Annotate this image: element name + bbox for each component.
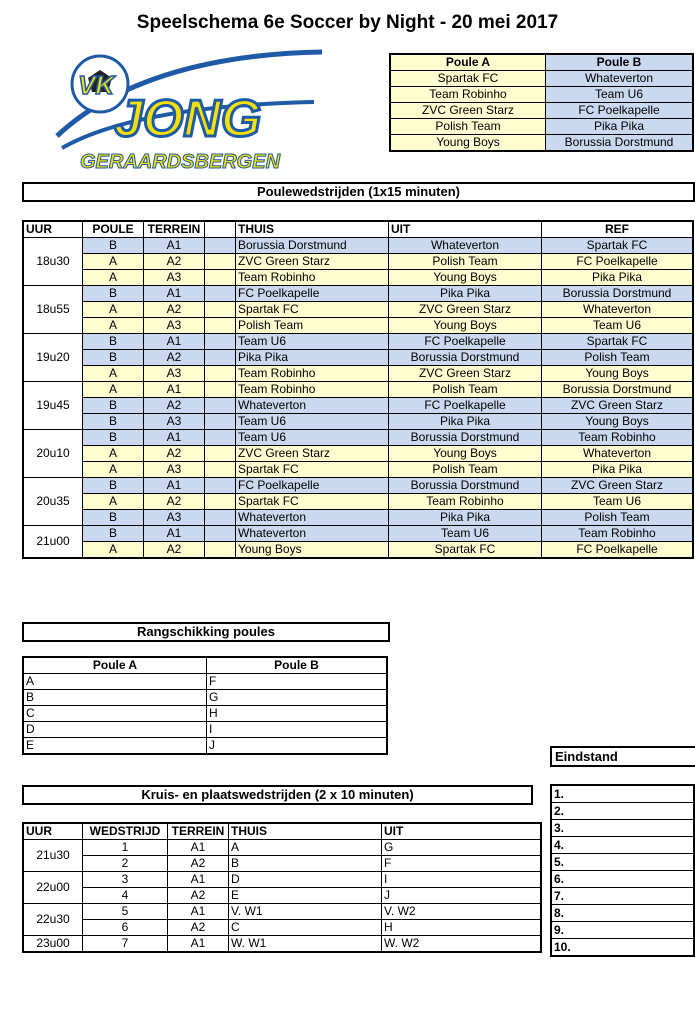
game-spacer (205, 382, 236, 398)
poule-b-team: FC Poelkapelle (546, 103, 694, 119)
eindstand-place: 10. (551, 939, 694, 957)
poule-b-team: Team U6 (546, 87, 694, 103)
game-spacer (205, 350, 236, 366)
time-slot: 18u30 (23, 238, 83, 286)
game-thuis: Whateverton (236, 398, 389, 414)
table-row (23, 254, 693, 270)
table-row (390, 135, 693, 152)
kruis-uit: J (382, 888, 542, 904)
col-uit: UIT (389, 221, 542, 238)
game-terrein: A3 (144, 366, 205, 382)
time-slot: 22u00 (23, 872, 83, 904)
game-uit: Borussia Dorstmund (389, 478, 542, 494)
game-ref: Team U6 (542, 318, 694, 334)
table-row (23, 856, 541, 872)
game-poule: B (83, 238, 144, 254)
game-spacer (205, 398, 236, 414)
game-ref: Team Robinho (542, 430, 694, 446)
game-thuis: Team Robinho (236, 382, 389, 398)
poule-a-team: Team Robinho (390, 87, 546, 103)
table-row (23, 430, 693, 446)
game-ref: Whateverton (542, 302, 694, 318)
table-row (23, 318, 693, 334)
game-uit: Polish Team (389, 382, 542, 398)
table-row (23, 462, 693, 478)
game-poule: A (83, 542, 144, 559)
table-row (551, 905, 694, 922)
time-slot: 22u30 (23, 904, 83, 936)
table-row (23, 888, 541, 904)
eindstand-table (550, 784, 695, 957)
game-terrein: A3 (144, 270, 205, 286)
game-uit: Team Robinho (389, 494, 542, 510)
col-terrein: TERREIN (144, 221, 205, 238)
game-poule: B (83, 478, 144, 494)
game-uit: Pika Pika (389, 286, 542, 302)
game-poule: B (83, 430, 144, 446)
kruis-thuis: B (229, 856, 382, 872)
game-spacer (205, 238, 236, 254)
table-row (23, 674, 387, 690)
table-row (551, 888, 694, 905)
kruis-wedstrijd: 2 (83, 856, 168, 872)
table-row (390, 71, 693, 87)
eindstand-place: 3. (551, 820, 694, 837)
kruis-col-terrein: TERREIN (168, 823, 229, 840)
table-row (23, 366, 693, 382)
game-thuis: Spartak FC (236, 462, 389, 478)
poule-a-header: Poule A (390, 54, 546, 71)
game-thuis: Borussia Dorstmund (236, 238, 389, 254)
kruis-col-wedstrijd: WEDSTRIJD (83, 823, 168, 840)
game-ref: Young Boys (542, 366, 694, 382)
time-slot: 19u45 (23, 382, 83, 430)
poule-b-team: Whateverton (546, 71, 694, 87)
rang-poule-a-place: C (23, 706, 207, 722)
game-thuis: Polish Team (236, 318, 389, 334)
game-spacer (205, 478, 236, 494)
poule-a-team: ZVC Green Starz (390, 103, 546, 119)
poule-schedule-table (22, 220, 694, 559)
page-title: Speelschema 6e Soccer by Night - 20 mei 2017 (136, 12, 559, 33)
kruis-uit: I (382, 872, 542, 888)
kruis-uit: V. W2 (382, 904, 542, 920)
eindstand-place: 7. (551, 888, 694, 905)
poule-a-team: Spartak FC (390, 71, 546, 87)
rangschikking-title: Rangschikking poules (22, 622, 390, 642)
game-terrein: A2 (144, 350, 205, 366)
kruis-thuis: D (229, 872, 382, 888)
kruis-wedstrijd: 6 (83, 920, 168, 936)
table-row (23, 542, 693, 559)
game-terrein: A1 (144, 382, 205, 398)
kruis-thuis: V. W1 (229, 904, 382, 920)
rangschikking-table (22, 656, 388, 755)
table-row (23, 398, 693, 414)
game-uit: Young Boys (389, 318, 542, 334)
kruis-thuis: C (229, 920, 382, 936)
table-row (551, 803, 694, 820)
table-row (23, 706, 387, 722)
game-ref: Whateverton (542, 446, 694, 462)
game-ref: FC Poelkapelle (542, 542, 694, 559)
poules-table (389, 53, 694, 152)
game-uit: Borussia Dorstmund (389, 350, 542, 366)
game-uit: Borussia Dorstmund (389, 430, 542, 446)
game-spacer (205, 446, 236, 462)
game-thuis: Team U6 (236, 334, 389, 350)
rang-poule-a-place: D (23, 722, 207, 738)
kruis-terrein: A1 (168, 840, 229, 856)
game-terrein: A2 (144, 254, 205, 270)
table-row (23, 334, 693, 350)
game-thuis: Spartak FC (236, 302, 389, 318)
table-row (23, 494, 693, 510)
eindstand-place: 6. (551, 871, 694, 888)
game-poule: B (83, 414, 144, 430)
game-ref: Pika Pika (542, 270, 694, 286)
table-row (390, 103, 693, 119)
game-thuis: Team U6 (236, 430, 389, 446)
game-thuis: Team Robinho (236, 270, 389, 286)
table-row (390, 119, 693, 135)
kruis-wedstrijd: 7 (83, 936, 168, 953)
table-row (23, 526, 693, 542)
game-uit: Young Boys (389, 270, 542, 286)
table-row (23, 738, 387, 755)
game-terrein: A2 (144, 494, 205, 510)
col-poule: POULE (83, 221, 144, 238)
kruis-thuis: E (229, 888, 382, 904)
game-ref: Team U6 (542, 494, 694, 510)
game-thuis: ZVC Green Starz (236, 446, 389, 462)
game-ref: FC Poelkapelle (542, 254, 694, 270)
game-spacer (205, 318, 236, 334)
time-slot: 21u30 (23, 840, 83, 872)
game-ref: Pika Pika (542, 462, 694, 478)
poule-b-team: Pika Pika (546, 119, 694, 135)
game-terrein: A1 (144, 526, 205, 542)
club-logo (52, 44, 332, 172)
kruis-wedstrijd: 4 (83, 888, 168, 904)
game-terrein: A1 (144, 238, 205, 254)
time-slot: 18u55 (23, 286, 83, 334)
kruis-uit: F (382, 856, 542, 872)
game-terrein: A2 (144, 542, 205, 559)
game-ref: Team Robinho (542, 526, 694, 542)
table-row (23, 936, 541, 953)
game-poule: A (83, 302, 144, 318)
game-terrein: A1 (144, 478, 205, 494)
game-thuis: Pika Pika (236, 350, 389, 366)
game-ref: Polish Team (542, 350, 694, 366)
game-poule: A (83, 318, 144, 334)
game-uit: Whateverton (389, 238, 542, 254)
game-poule: A (83, 254, 144, 270)
game-spacer (205, 510, 236, 526)
kruis-title: Kruis- en plaatswedstrijden (2 x 10 minuten) (22, 785, 533, 805)
game-spacer (205, 270, 236, 286)
table-row (23, 690, 387, 706)
game-poule: B (83, 398, 144, 414)
game-terrein: A3 (144, 318, 205, 334)
game-ref: Young Boys (542, 414, 694, 430)
game-thuis: Young Boys (236, 542, 389, 559)
game-spacer (205, 366, 236, 382)
rang-poule-a-header: Poule A (23, 657, 207, 674)
game-ref: Spartak FC (542, 238, 694, 254)
game-terrein: A2 (144, 302, 205, 318)
table-row (23, 840, 541, 856)
game-ref: Polish Team (542, 510, 694, 526)
kruis-terrein: A1 (168, 872, 229, 888)
kruis-uit: G (382, 840, 542, 856)
table-row (23, 920, 541, 936)
eindstand-place: 5. (551, 854, 694, 871)
game-thuis: FC Poelkapelle (236, 478, 389, 494)
kruis-terrein: A2 (168, 856, 229, 872)
kruis-uit: H (382, 920, 542, 936)
game-uit: Pika Pika (389, 510, 542, 526)
game-spacer (205, 526, 236, 542)
time-slot: 21u00 (23, 526, 83, 559)
table-row (23, 270, 693, 286)
game-spacer (205, 286, 236, 302)
game-thuis: Whateverton (236, 526, 389, 542)
kruis-wedstrijd: 5 (83, 904, 168, 920)
game-ref: Spartak FC (542, 334, 694, 350)
game-poule: A (83, 494, 144, 510)
game-terrein: A3 (144, 462, 205, 478)
game-spacer (205, 462, 236, 478)
rang-poule-b-place: J (207, 738, 388, 755)
game-poule: B (83, 526, 144, 542)
logo-geraardsbergen-text: GERAARDSBERGEN (80, 151, 281, 172)
game-poule: B (83, 510, 144, 526)
table-row (23, 872, 541, 888)
time-slot: 23u00 (23, 936, 83, 953)
game-terrein: A3 (144, 510, 205, 526)
game-terrein: A1 (144, 286, 205, 302)
table-row (23, 382, 693, 398)
kruis-wedstrijd: 3 (83, 872, 168, 888)
game-uit: FC Poelkapelle (389, 398, 542, 414)
game-poule: B (83, 334, 144, 350)
game-uit: ZVC Green Starz (389, 302, 542, 318)
poule-b-team: Borussia Dorstmund (546, 135, 694, 152)
game-thuis: Spartak FC (236, 494, 389, 510)
game-uit: Polish Team (389, 254, 542, 270)
rang-poule-b-place: G (207, 690, 388, 706)
table-row (551, 939, 694, 957)
game-poule: B (83, 350, 144, 366)
poulewedstrijden-title: Poulewedstrijden (1x15 minuten) (22, 182, 695, 202)
game-poule: A (83, 270, 144, 286)
kruis-thuis: W. W1 (229, 936, 382, 953)
game-poule: A (83, 462, 144, 478)
kruis-thuis: A (229, 840, 382, 856)
game-spacer (205, 542, 236, 559)
table-row (23, 286, 693, 302)
table-row (551, 871, 694, 888)
kruis-terrein: A1 (168, 904, 229, 920)
poule-a-team: Young Boys (390, 135, 546, 152)
rang-poule-a-place: E (23, 738, 207, 755)
kruis-terrein: A2 (168, 920, 229, 936)
eindstand-place: 8. (551, 905, 694, 922)
eindstand-title: Eindstand (550, 746, 695, 767)
col-spacer (205, 221, 236, 238)
game-terrein: A2 (144, 446, 205, 462)
table-row (23, 904, 541, 920)
col-uur: UUR (23, 221, 83, 238)
poule-b-header: Poule B (546, 54, 694, 71)
poule-a-team: Polish Team (390, 119, 546, 135)
table-row (23, 478, 693, 494)
game-uit: Young Boys (389, 446, 542, 462)
game-spacer (205, 430, 236, 446)
game-spacer (205, 414, 236, 430)
game-spacer (205, 302, 236, 318)
kruis-col-uur: UUR (23, 823, 83, 840)
game-thuis: ZVC Green Starz (236, 254, 389, 270)
table-row (551, 922, 694, 939)
game-poule: A (83, 382, 144, 398)
kruis-table (22, 822, 542, 953)
game-uit: Team U6 (389, 526, 542, 542)
game-uit: FC Poelkapelle (389, 334, 542, 350)
kruis-col-uit: UIT (382, 823, 542, 840)
rang-poule-b-header: Poule B (207, 657, 388, 674)
table-row (23, 302, 693, 318)
eindstand-place: 1. (551, 785, 694, 803)
game-terrein: A1 (144, 334, 205, 350)
kruis-col-thuis: THUIS (229, 823, 382, 840)
game-ref: Borussia Dorstmund (542, 286, 694, 302)
game-spacer (205, 254, 236, 270)
game-uit: Pika Pika (389, 414, 542, 430)
game-poule: A (83, 366, 144, 382)
table-row (23, 446, 693, 462)
kruis-wedstrijd: 1 (83, 840, 168, 856)
game-uit: Polish Team (389, 462, 542, 478)
game-thuis: Whateverton (236, 510, 389, 526)
game-ref: Borussia Dorstmund (542, 382, 694, 398)
table-row (23, 722, 387, 738)
kruis-terrein: A1 (168, 936, 229, 953)
logo-jong-text: JONG (114, 90, 262, 148)
table-row (551, 785, 694, 803)
table-row (23, 414, 693, 430)
game-poule: A (83, 446, 144, 462)
game-terrein: A3 (144, 414, 205, 430)
rang-poule-b-place: I (207, 722, 388, 738)
table-row (23, 350, 693, 366)
time-slot: 20u10 (23, 430, 83, 478)
rang-poule-b-place: H (207, 706, 388, 722)
rang-poule-a-place: A (23, 674, 207, 690)
game-thuis: FC Poelkapelle (236, 286, 389, 302)
game-thuis: Team Robinho (236, 366, 389, 382)
time-slot: 20u35 (23, 478, 83, 526)
game-terrein: A1 (144, 430, 205, 446)
time-slot: 19u20 (23, 334, 83, 382)
kruis-uit: W. W2 (382, 936, 542, 953)
game-ref: ZVC Green Starz (542, 478, 694, 494)
eindstand-place: 4. (551, 837, 694, 854)
logo-vk-text: VK (78, 70, 115, 100)
game-spacer (205, 494, 236, 510)
rang-poule-b-place: F (207, 674, 388, 690)
game-spacer (205, 334, 236, 350)
table-row (23, 238, 693, 254)
table-row (551, 820, 694, 837)
game-poule: B (83, 286, 144, 302)
kruis-terrein: A2 (168, 888, 229, 904)
game-thuis: Team U6 (236, 414, 389, 430)
game-uit: Spartak FC (389, 542, 542, 559)
eindstand-place: 2. (551, 803, 694, 820)
rang-poule-a-place: B (23, 690, 207, 706)
table-row (551, 854, 694, 871)
table-row (551, 837, 694, 854)
table-row (23, 510, 693, 526)
game-ref: ZVC Green Starz (542, 398, 694, 414)
game-terrein: A2 (144, 398, 205, 414)
game-uit: ZVC Green Starz (389, 366, 542, 382)
table-row (390, 87, 693, 103)
eindstand-place: 9. (551, 922, 694, 939)
col-ref: REF (542, 221, 694, 238)
col-thuis: THUIS (236, 221, 389, 238)
